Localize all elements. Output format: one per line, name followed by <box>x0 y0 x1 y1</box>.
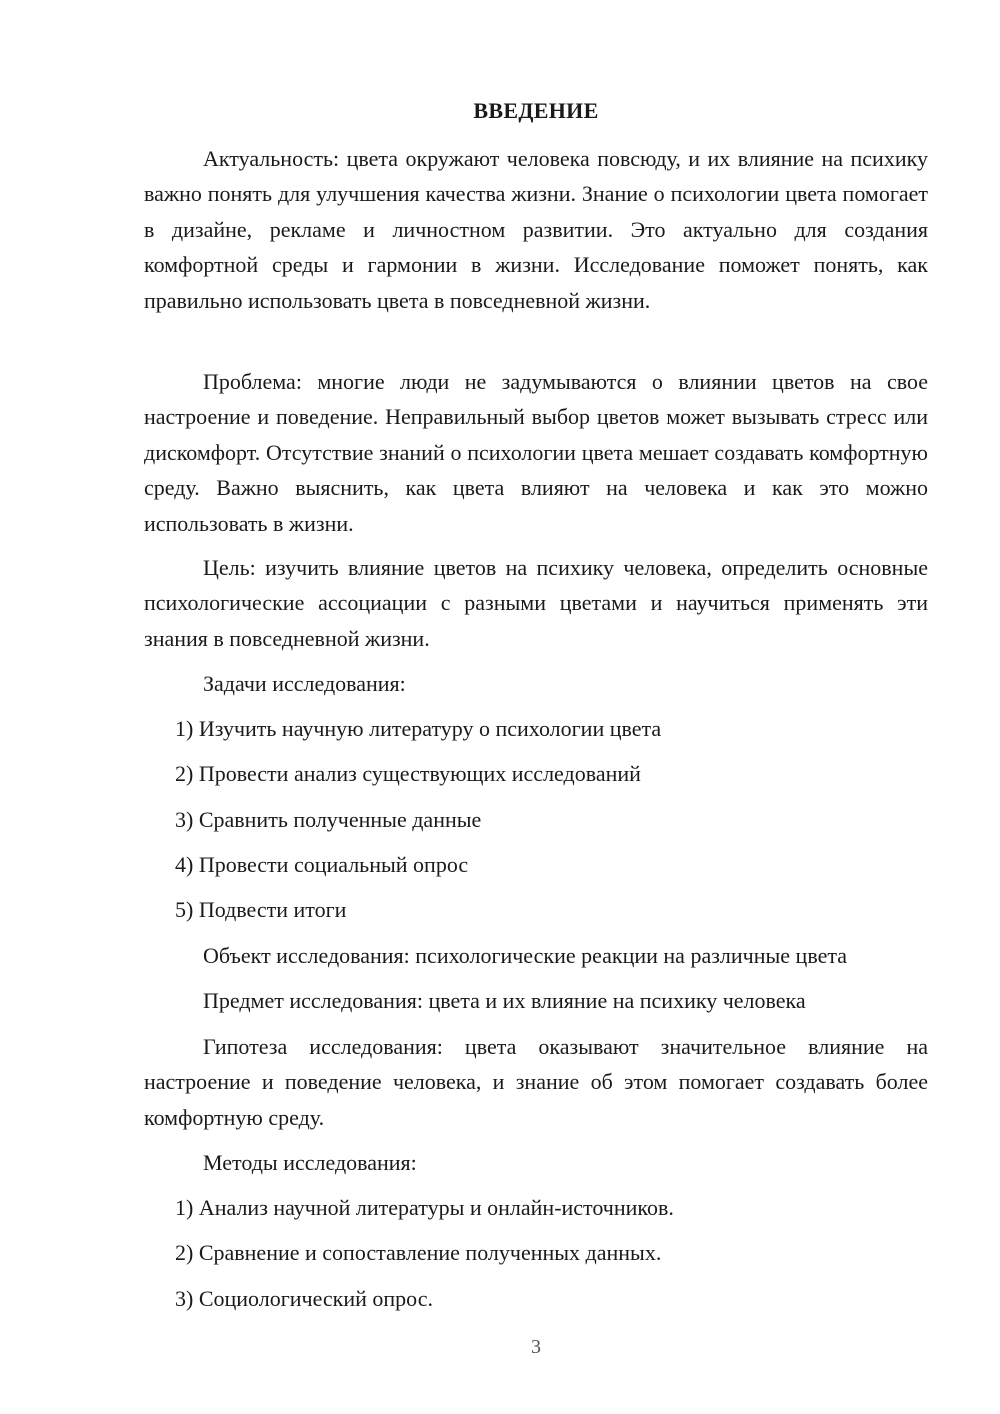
task-item: 2) Провести анализ существующих исследований <box>175 761 641 786</box>
method-item: 1) Анализ научной литературы и онлайн-источников. <box>175 1195 674 1220</box>
task-item: 4) Провести социальный опрос <box>175 852 469 877</box>
goal-paragraph: Цель: изучить влияние цветов на психику человека, определить основные психологические ассоциации с разными цветами и научиться применять эти знания в повседневной жизни. <box>144 555 928 651</box>
task-item: 3) Сравнить полученные данные <box>175 807 482 832</box>
page-number: 3 <box>531 1336 541 1358</box>
method-item: 2) Сравнение и сопоставление полученных данных. <box>175 1240 662 1265</box>
methods-heading: Методы исследования: <box>203 1150 417 1175</box>
section-title: ВВЕДЕНИЕ <box>473 98 599 123</box>
task-item: 1) Изучить научную литературу о психологии цвета <box>175 716 662 741</box>
tasks-heading: Задачи исследования: <box>203 671 406 696</box>
method-item: 3) Социологический опрос. <box>175 1286 433 1311</box>
subject-line: Предмет исследования: цвета и их влияние на психику человека <box>203 988 806 1013</box>
object-line: Объект исследования: психологические реакции на различные цвета <box>203 943 847 968</box>
hypothesis-paragraph: Гипотеза исследования: цвета оказывают значительное влияние на настроение и поведение человека, и знание об этом помогает создавать более комфортную среду. <box>144 1034 928 1130</box>
problem-paragraph: Проблема: многие люди не задумываются о влиянии цветов на свое настроение и поведение. Неправильный выбор цветов может вызывать стресс или дискомфорт. Отсутствие знаний о психологии цвета мешает создавать комфортную среду. Важно выяснить, как цвета влияют на человека и как это можно использовать в жизни. <box>144 369 928 536</box>
relevance-paragraph: Актуальность: цвета окружают человека повсюду, и их влияние на психику важно понять для улучшения качества жизни. Знание о психологии цвета помогает в дизайне, рекламе и личностном развитии. Это актуально для создания комфортной среды и гармонии в жизни. Исследование поможет понять, как правильно использовать цвета в повседневной жизни. <box>144 146 928 313</box>
task-item: 5) Подвести итоги <box>175 897 347 922</box>
document-page <box>144 0 928 1414</box>
